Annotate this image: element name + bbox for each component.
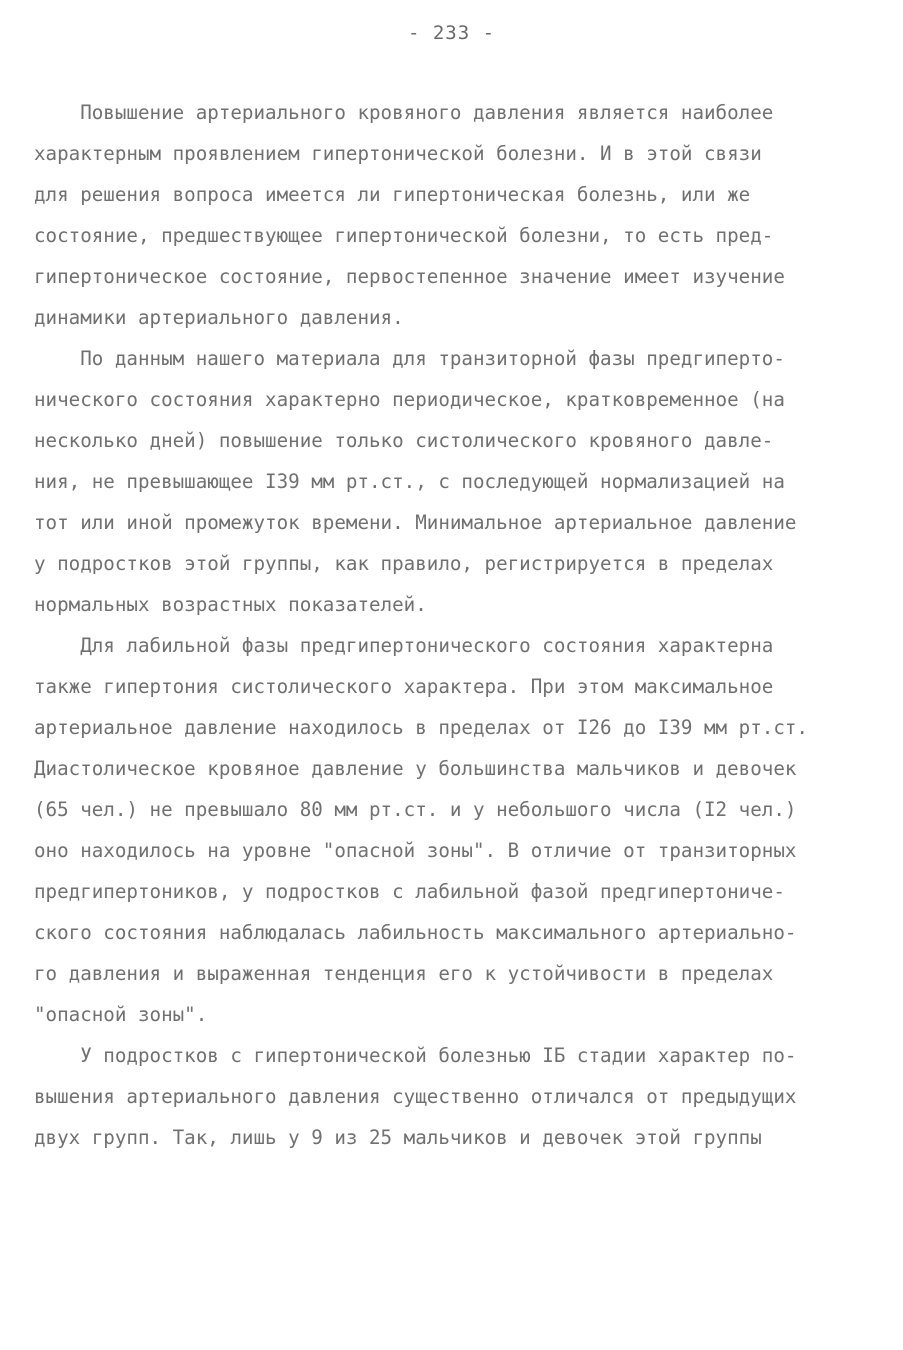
text-line: оно находилось на уровне "опасной зоны". В отличие от транзиторных <box>34 839 797 862</box>
text-line: го давления и выраженная тенденция его к устойчивости в пределах <box>34 962 774 985</box>
text-line: Повышение артериального кровяного давления является наиболее <box>34 101 774 124</box>
text-line: также гипертония систолического характера. При этом максимальное <box>34 675 774 698</box>
text-line: тот или иной промежуток времени. Минимальное артериальное давление <box>34 511 797 534</box>
text-line: предгипертоников, у подростков с лабильной фазой предгипертониче- <box>34 880 785 903</box>
text-line: У подростков с гипертонической болезнью IБ стадии характер по- <box>34 1044 797 1067</box>
body-text <box>34 92 864 1158</box>
text-line: "опасной зоны". <box>34 1003 208 1026</box>
text-line: состояние, предшествующее гипертонической болезни, то есть пред- <box>34 224 774 247</box>
text-line: (65 чел.) не превышало 80 мм рт.ст. и у небольшого числа (I2 чел.) <box>34 798 797 821</box>
text-line: По данным нашего материала для транзиторной фазы предгиперто- <box>34 347 785 370</box>
text-line: у подростков этой группы, как правило, регистрируется в пределах <box>34 552 774 575</box>
text-line: для решения вопроса имеется ли гипертоническая болезнь, или же <box>34 183 751 206</box>
text-line: вышения артериального давления существенно отличался от предыдущих <box>34 1085 797 1108</box>
text-line: динамики артериального давления. <box>34 306 404 329</box>
text-line: Для лабильной фазы предгипертонического состояния характерна <box>34 634 774 657</box>
text-line: двух групп. Так, лишь у 9 из 25 мальчиков и девочек этой группы <box>34 1126 762 1149</box>
text-line: гипертоническое состояние, первостепенное значение имеет изучение <box>34 265 785 288</box>
text-line: ния, не превышающее I39 мм рт.ст., с последующей нормализацией на <box>34 470 785 493</box>
page-number: - 233 - <box>407 22 496 44</box>
text-line: артериальное давление находилось в пределах от I26 до I39 мм рт.ст. <box>34 716 808 739</box>
text-line: несколько дней) повышение только систолического кровяного давле- <box>34 429 774 452</box>
text-line: характерным проявлением гипертонической болезни. И в этой связи <box>34 142 762 165</box>
text-line: нормальных возрастных показателей. <box>34 593 427 616</box>
text-line: ского состояния наблюдалась лабильность максимального артериально- <box>34 921 797 944</box>
text-line: Диастолическое кровяное давление у большинства мальчиков и девочек <box>34 757 797 780</box>
text-line: нического состояния характерно периодическое, кратковременное (на <box>34 388 785 411</box>
